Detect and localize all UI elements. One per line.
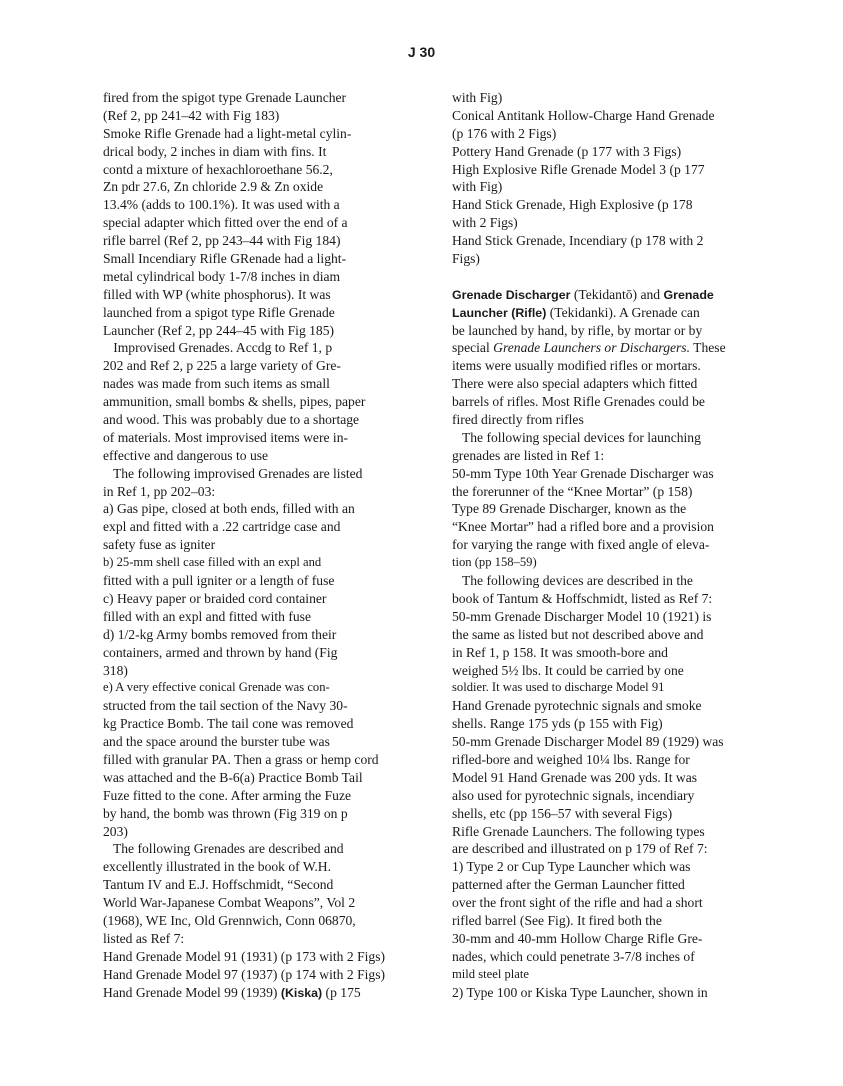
text-line: weighed 5½ lbs. It could be carried by one: [452, 662, 684, 678]
text-line: containers, armed and thrown by hand (Fig: [103, 644, 338, 660]
text-line: Fuze fitted to the cone. After arming the Fuze: [103, 787, 352, 803]
text-line: filled with granular PA. Then a grass or hemp cord: [103, 751, 379, 767]
text-line: filled with an expl and fitted with fuse: [103, 608, 312, 624]
text-line: over the front sight of the rifle and had a short: [452, 895, 703, 911]
text-line: There were also special adapters which fitted: [452, 376, 698, 392]
text-line: Launcher (Ref 2, pp 244–45 with Fig 185): [103, 322, 335, 338]
text-line: mild steel plate: [452, 966, 529, 981]
text-line: 50-mm Grenade Discharger Model 10 (1921) is: [452, 608, 712, 624]
text-line: [452, 304, 774, 322]
text-line: (1968), WE Inc, Old Grennwich, Conn 06870,: [103, 912, 356, 928]
text-line: effective and dangerous to use: [103, 447, 269, 463]
text-line: Type 89 Grenade Discharger, known as the: [452, 501, 687, 517]
text-line: nades, which could penetrate 3-7/8 inches of: [452, 948, 695, 964]
text-line: and the space around the burster tube was: [103, 734, 330, 750]
text-line: 2) Type 100 or Kiska Type Launcher, shown in: [452, 984, 708, 1000]
text-line: World War-Japanese Combat Weapons”, Vol 2: [103, 895, 356, 911]
text-fragment: (Tekidanki). A Grenade can: [549, 304, 700, 320]
text-line: The following Grenades are described and: [103, 841, 344, 857]
text-line: nades was made from such items as small: [103, 376, 330, 392]
text-line: by hand, the bomb was thrown (Fig 319 on p: [103, 805, 348, 821]
left-column: [103, 89, 433, 1001]
text-line: Small Incendiary Rifle GRenade had a light-: [103, 251, 347, 267]
text-line: Figs): [452, 251, 480, 267]
text-line: expl and fitted with a .22 cartridge case and: [103, 519, 341, 535]
text-line: Hand Grenade pyrotechnic signals and smoke: [452, 698, 702, 714]
paragraph-gap: [452, 268, 774, 286]
text-line: with Fig): [452, 179, 503, 195]
text-line: (Ref 2, pp 241–42 with Fig 183): [103, 107, 280, 123]
right-column: [452, 89, 774, 1001]
text-line: High Explosive Rifle Grenade Model 3 (p 177: [452, 161, 705, 177]
text-line: Improvised Grenades. Accdg to Ref 1, p: [103, 340, 333, 356]
text-line: [452, 339, 774, 357]
text-fragment: (p 175: [325, 984, 361, 1000]
text-line: “Knee Mortar” had a rifled bore and a provision: [452, 519, 714, 535]
text-line: are described and illustrated on p 179 of Ref 7:: [452, 841, 708, 857]
text-line: b) 25-mm shell case filled with an expl and: [103, 555, 322, 570]
text-line: structed from the tail section of the Navy 30-: [103, 698, 348, 714]
text-line: barrels of rifles. Most Rifle Grenades could be: [452, 394, 705, 410]
text-line: ammunition, small bombs & shells, pipes, paper: [103, 394, 366, 410]
text-line: with Fig): [452, 90, 503, 105]
text-line: Hand Stick Grenade, High Explosive (p 178: [452, 197, 693, 213]
text-line: kg Practice Bomb. The tail cone was removed: [103, 716, 354, 732]
text-fragment: Hand Grenade Model 99 (1939): [103, 984, 278, 1000]
text-line: Model 91 Hand Grenade was 200 yds. It was: [452, 769, 698, 785]
text-line: Hand Grenade Model 91 (1931) (p 173 with 2 Figs): [103, 948, 386, 964]
text-line: The following improvised Grenades are listed: [103, 465, 363, 481]
text-line: 13.4% (adds to 100.1%). It was used with a: [103, 197, 340, 213]
text-line: special adapter which fitted over the end of a: [103, 215, 348, 231]
grenade-discharger-heading: Grenade Discharger: [452, 287, 571, 302]
text-line: 202 and Ref 2, p 225 a large variety of Gre-: [103, 358, 341, 374]
text-fragment: special: [452, 340, 490, 356]
text-line: Hand Grenade Model 97 (1937) (p 174 with 2 Figs): [103, 966, 386, 982]
text-line: rifled barrel (See Fig). It fired both the: [452, 912, 662, 928]
launcher-rifle-heading: Launcher (Rifle): [452, 305, 547, 320]
text-line: filled with WP (white phosphorus). It was: [103, 286, 331, 302]
text-line: d) 1/2-kg Army bombs removed from their: [103, 626, 337, 642]
text-line: soldier. It was used to discharge Model 91: [452, 680, 665, 695]
text-line: c) Heavy paper or braided cord container: [103, 590, 327, 606]
text-fragment: These: [693, 340, 726, 356]
text-line: [452, 286, 774, 304]
kiska-bold-label: (Kiska): [280, 985, 323, 1000]
text-line: Rifle Grenade Launchers. The following types: [452, 823, 705, 839]
text-line: shells. Range 175 yds (p 155 with Fig): [452, 716, 663, 732]
text-line: 318): [103, 662, 128, 678]
text-line: grenades are listed in Ref 1:: [452, 447, 605, 463]
page-number: J 30: [407, 44, 436, 60]
text-line: Smoke Rifle Grenade had a light-metal cylin-: [103, 125, 352, 141]
text-line: and wood. This was probably due to a shortage: [103, 412, 360, 428]
text-line: [103, 984, 433, 1002]
text-line: 203): [103, 823, 128, 839]
text-line: 1) Type 2 or Cup Type Launcher which was: [452, 859, 691, 875]
text-line: in Ref 1, pp 202–03:: [103, 483, 216, 499]
text-line: Pottery Hand Grenade (p 177 with 3 Figs): [452, 143, 682, 159]
text-line: listed as Ref 7:: [103, 930, 185, 946]
text-line: Hand Stick Grenade, Incendiary (p 178 with 2: [452, 233, 704, 249]
text-line: rifle barrel (Ref 2, pp 243–44 with Fig 184): [103, 233, 341, 249]
text-line: (p 176 with 2 Figs): [452, 125, 557, 141]
text-line: for varying the range with fixed angle of eleva-: [452, 537, 710, 553]
text-line: contd a mixture of hexachloroethane 56.2,: [103, 161, 333, 177]
text-line: rifled-bore and weighed 10¼ lbs. Range for: [452, 751, 690, 767]
text-line: metal cylindrical body 1-7/8 inches in diam: [103, 268, 341, 284]
text-line: in Ref 1, p 158. It was smooth-bore and: [452, 644, 668, 660]
text-line: safety fuse as igniter: [103, 537, 216, 553]
text-line: The following special devices for launching: [452, 429, 701, 445]
text-line: Zn pdr 27.6, Zn chloride 2.9 & Zn oxide: [103, 179, 324, 195]
text-line: excellently illustrated in the book of W.H.: [103, 859, 332, 875]
text-line: tion (pp 158–59): [452, 555, 537, 570]
text-line: 50-mm Type 10th Year Grenade Discharger was: [452, 465, 714, 481]
italic-term: Grenade Launchers or Dischargers.: [493, 340, 690, 356]
text-line: also used for pyrotechnic signals, incendiary: [452, 787, 695, 803]
text-line: be launched by hand, by rifle, by mortar or by: [452, 322, 703, 338]
text-line: the same as listed but not described above and: [452, 626, 704, 642]
text-line: 30-mm and 40-mm Hollow Charge Rifle Gre-: [452, 930, 703, 946]
text-fragment: (Tekidantō) and: [573, 286, 661, 302]
text-line: drical body, 2 inches in diam with fins. It: [103, 143, 327, 159]
text-line: the forerunner of the “Knee Mortar” (p 158): [452, 483, 693, 499]
text-line: with 2 Figs): [452, 215, 518, 231]
text-line: fitted with a pull igniter or a length of fuse: [103, 573, 335, 589]
text-line: was attached and the B-6(a) Practice Bomb Tail: [103, 769, 363, 785]
text-line: patterned after the German Launcher fitted: [452, 877, 685, 893]
text-line: Conical Antitank Hollow-Charge Hand Grenade: [452, 107, 715, 123]
text-line: fired directly from rifles: [452, 412, 584, 428]
grenade-heading: Grenade: [663, 287, 714, 302]
text-line: 50-mm Grenade Discharger Model 89 (1929) was: [452, 734, 724, 750]
text-line: items were usually modified rifles or mortars.: [452, 358, 701, 374]
text-line: shells, etc (pp 156–57 with several Figs): [452, 805, 673, 821]
text-line: of materials. Most improvised items were in-: [103, 429, 349, 445]
text-line: The following devices are described in the: [452, 573, 693, 589]
text-line: a) Gas pipe, closed at both ends, filled with an: [103, 501, 355, 517]
text-line: Tantum IV and E.J. Hoffschmidt, “Second: [103, 877, 334, 893]
text-line: book of Tantum & Hoffschmidt, listed as Ref 7:: [452, 590, 713, 606]
text-line: fired from the spigot type Grenade Launcher: [103, 90, 347, 105]
text-line: launched from a spigot type Rifle Grenade: [103, 304, 335, 320]
text-line: e) A very effective conical Grenade was con-: [103, 680, 330, 695]
